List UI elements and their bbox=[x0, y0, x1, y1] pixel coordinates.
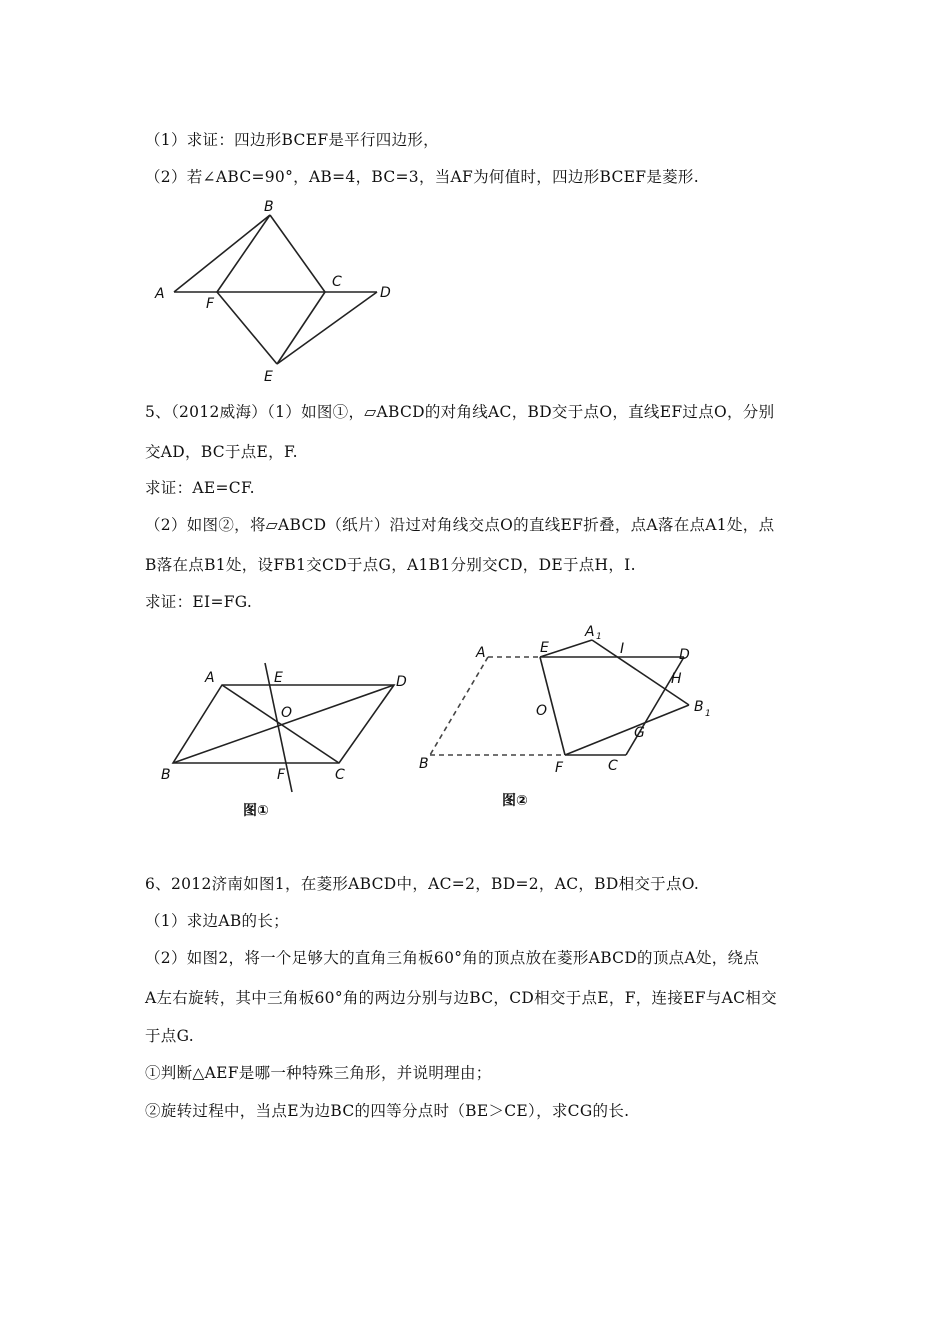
figure-caption-1: 图① bbox=[243, 803, 269, 819]
label-A1: A bbox=[585, 624, 595, 640]
label-E: E bbox=[264, 369, 273, 385]
q4-part2: （2）若∠ABC=90°，AB=4，BC=3，当AF为何值时，四边形BCEF是菱形. bbox=[145, 168, 699, 186]
segment-BF bbox=[217, 215, 270, 292]
q6-line1: 6、2012济南如图1，在菱形ABCD中，AC=2，BD=2，AC，BD相交于点O. bbox=[145, 875, 700, 893]
label-F: F bbox=[206, 296, 215, 312]
segment-CE bbox=[277, 292, 325, 364]
label-B: B bbox=[264, 199, 274, 215]
segment-BC bbox=[270, 215, 325, 292]
label-H: H bbox=[671, 671, 682, 687]
label-B1: B bbox=[694, 699, 704, 715]
label-A: A bbox=[476, 645, 486, 661]
label-F: F bbox=[277, 767, 286, 783]
q4-figure bbox=[150, 195, 410, 390]
q5-line6: 求证：EI=FG. bbox=[145, 593, 253, 611]
q5-line5: B落在点B1处，设FB1交CD于点G，A1B1分别交CD，DE于点H，I. bbox=[145, 556, 636, 574]
label-A1-subscript: 1 bbox=[596, 632, 602, 642]
label-A: A bbox=[155, 286, 165, 302]
label-C: C bbox=[335, 767, 345, 783]
q6-line7: ②旋转过程中，当点E为边BC的四等分点时（BE＞CE），求CG的长. bbox=[145, 1102, 630, 1120]
label-D: D bbox=[679, 647, 690, 663]
q4-part1: （1）求证：四边形BCEF是平行四边形， bbox=[145, 131, 439, 149]
q6-line4: A左右旋转，其中三角板60°角的两边分别与边BC，CD相交于点E，F，连接EF与AC相交 bbox=[145, 989, 777, 1007]
label-D: D bbox=[396, 674, 407, 690]
label-D: D bbox=[380, 285, 391, 301]
q5-figure-1 bbox=[150, 660, 420, 825]
q5-line4: （2）如图②，将▱ABCD（纸片）沿过对角线交点O的直线EF折叠，点A落在点A1处，点 bbox=[145, 516, 775, 534]
label-B1-subscript: 1 bbox=[705, 709, 711, 719]
q6-line2: （1）求边AB的长； bbox=[145, 912, 289, 930]
label-F: F bbox=[555, 760, 564, 776]
segment-FE bbox=[217, 292, 277, 364]
q6-line6: ①判断△AEF是哪一种特殊三角形，并说明理由； bbox=[145, 1064, 492, 1082]
label-B: B bbox=[419, 756, 429, 772]
q6-line3: （2）如图2，将一个足够大的直角三角板60°角的顶点放在菱形ABCD的顶点A处，绕点 bbox=[145, 949, 760, 967]
q6-line5: 于点G. bbox=[145, 1027, 194, 1045]
segment-FB1 bbox=[565, 705, 689, 755]
dashed-AB bbox=[430, 657, 488, 755]
label-B: B bbox=[161, 767, 171, 783]
q5-figure-2 bbox=[410, 618, 720, 813]
segment-AB bbox=[174, 215, 270, 292]
segment-DE bbox=[277, 292, 377, 364]
q5-line3: 求证：AE=CF. bbox=[145, 479, 255, 497]
diagonal-AC bbox=[222, 685, 339, 763]
figure-caption-2: 图② bbox=[502, 793, 528, 809]
label-C: C bbox=[608, 758, 618, 774]
label-I: I bbox=[620, 641, 625, 657]
label-O: O bbox=[281, 705, 293, 721]
label-E: E bbox=[274, 670, 283, 686]
label-E: E bbox=[540, 640, 549, 656]
q5-line1: 5、（2012威海）（1）如图①，▱ABCD的对角线AC，BD交于点O，直线EF过点O，分别 bbox=[145, 403, 775, 421]
label-O: O bbox=[536, 703, 548, 719]
label-A: A bbox=[205, 670, 215, 686]
label-C: C bbox=[332, 274, 342, 290]
q5-line2: 交AD，BC于点E，F. bbox=[145, 443, 298, 461]
label-G: G bbox=[634, 725, 645, 741]
